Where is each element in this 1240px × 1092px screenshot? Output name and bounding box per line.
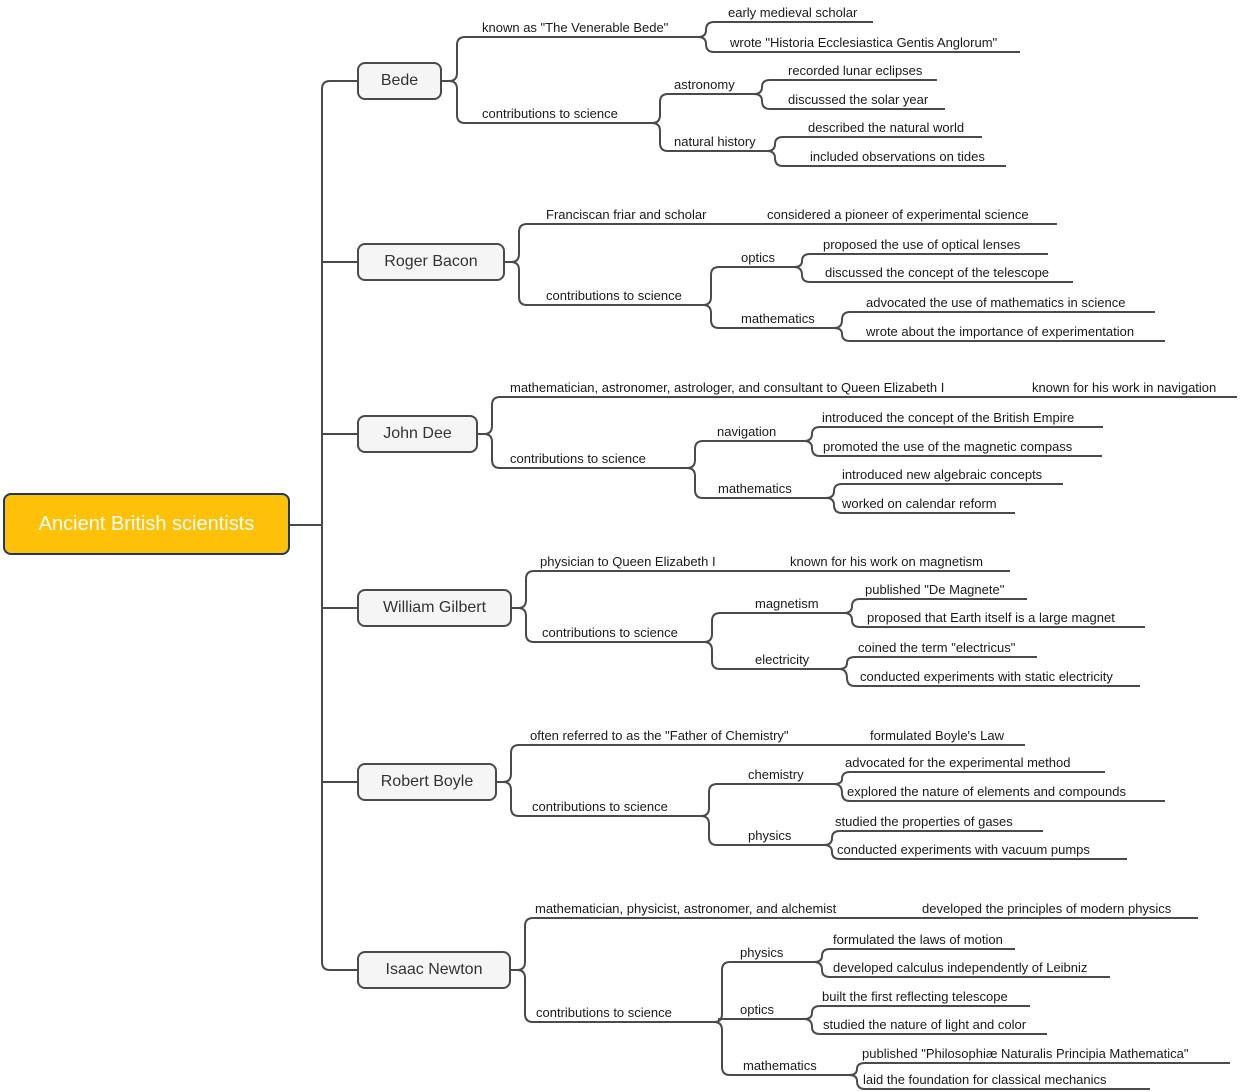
node-gilbert-electricity-item-0[interactable]: coined the term "electricus" bbox=[858, 640, 1016, 655]
node-bacon-note-0[interactable]: considered a pioneer of experimental science bbox=[767, 207, 1029, 222]
node-gilbert-contributions[interactable]: contributions to science bbox=[542, 625, 678, 640]
node-newton-category-physics[interactable]: physics bbox=[740, 945, 784, 960]
node-bede-category-astronomy[interactable]: astronomy bbox=[674, 77, 735, 92]
node-bede-natural-history-item-1[interactable]: included observations on tides bbox=[810, 149, 985, 164]
scientist-node-roger-bacon[interactable] bbox=[357, 243, 505, 281]
scientist-node-isaac-newton[interactable] bbox=[357, 951, 511, 989]
node-bede-astronomy-item-0[interactable]: recorded lunar eclipses bbox=[788, 63, 923, 78]
node-bede-note-1[interactable]: wrote "Historia Ecclesiastica Gentis Anglorum" bbox=[730, 35, 998, 50]
node-bacon-mathematics-item-0[interactable]: advocated the use of mathematics in science bbox=[866, 295, 1126, 310]
node-bacon-optics-item-0[interactable]: proposed the use of optical lenses bbox=[823, 237, 1021, 252]
node-bacon-contributions[interactable]: contributions to science bbox=[546, 288, 682, 303]
node-newton-optics-item-0[interactable]: built the first reflecting telescope bbox=[822, 989, 1008, 1004]
root-node[interactable] bbox=[3, 493, 290, 555]
node-dee-navigation-item-1[interactable]: promoted the use of the magnetic compass bbox=[823, 439, 1073, 454]
node-bede-natural-history-item-0[interactable]: described the natural world bbox=[808, 120, 965, 135]
scientist-node-william-gilbert[interactable] bbox=[357, 589, 512, 627]
node-gilbert-category-magnetism[interactable]: magnetism bbox=[755, 596, 819, 611]
node-dee-descriptor[interactable]: mathematician, astronomer, astrologer, and consultant to Queen Elizabeth I bbox=[510, 380, 945, 395]
node-bacon-descriptor[interactable]: Franciscan friar and scholar bbox=[546, 207, 707, 222]
scientist-node-john-dee[interactable] bbox=[357, 415, 478, 453]
node-newton-contributions[interactable]: contributions to science bbox=[536, 1005, 672, 1020]
node-bacon-category-optics[interactable]: optics bbox=[741, 250, 775, 265]
root-node-label: Ancient British scientists bbox=[38, 512, 255, 535]
node-newton-physics-item-0[interactable]: formulated the laws of motion bbox=[833, 932, 1003, 947]
node-bede-contributions[interactable]: contributions to science bbox=[482, 106, 618, 121]
node-gilbert-descriptor[interactable]: physician to Queen Elizabeth I bbox=[540, 554, 716, 569]
node-newton-physics-item-1[interactable]: developed calculus independently of Leibniz bbox=[833, 960, 1088, 975]
node-bede-category-natural-history[interactable]: natural history bbox=[674, 134, 756, 149]
scientist-node-label: Roger Bacon bbox=[384, 253, 478, 270]
node-newton-mathematics-item-0[interactable]: published "Philosophiæ Naturalis Principia Mathematica" bbox=[862, 1046, 1189, 1061]
scientist-node-label: William Gilbert bbox=[382, 599, 487, 616]
node-dee-category-mathematics[interactable]: mathematics bbox=[718, 481, 792, 496]
node-boyle-contributions[interactable]: contributions to science bbox=[532, 799, 668, 814]
node-gilbert-note-0[interactable]: known for his work on magnetism bbox=[790, 554, 983, 569]
scientist-node-bede[interactable] bbox=[357, 62, 442, 100]
node-boyle-note-0[interactable]: formulated Boyle's Law bbox=[870, 728, 1004, 743]
node-boyle-chemistry-item-1[interactable]: explored the nature of elements and compounds bbox=[847, 784, 1126, 799]
node-bacon-category-mathematics[interactable]: mathematics bbox=[741, 311, 815, 326]
node-gilbert-electricity-item-1[interactable]: conducted experiments with static electricity bbox=[860, 669, 1113, 684]
node-boyle-category-physics[interactable]: physics bbox=[748, 828, 792, 843]
node-boyle-physics-item-0[interactable]: studied the properties of gases bbox=[835, 814, 1013, 829]
node-bede-note-0[interactable]: early medieval scholar bbox=[728, 5, 858, 20]
node-newton-optics-item-1[interactable]: studied the nature of light and color bbox=[823, 1017, 1027, 1032]
node-dee-category-navigation[interactable]: navigation bbox=[717, 424, 777, 439]
scientist-node-robert-boyle[interactable] bbox=[357, 763, 497, 801]
node-dee-mathematics-item-0[interactable]: introduced new algebraic concepts bbox=[842, 467, 1043, 482]
node-dee-navigation-item-0[interactable]: introduced the concept of the British Empire bbox=[822, 410, 1075, 425]
node-boyle-category-chemistry[interactable]: chemistry bbox=[748, 767, 804, 782]
node-gilbert-magnetism-item-1[interactable]: proposed that Earth itself is a large magnet bbox=[867, 610, 1115, 625]
node-gilbert-magnetism-item-0[interactable]: published "De Magnete" bbox=[865, 582, 1005, 597]
node-dee-mathematics-item-1[interactable]: worked on calendar reform bbox=[842, 496, 997, 511]
scientist-node-label: Robert Boyle bbox=[380, 773, 474, 790]
scientist-node-label: Isaac Newton bbox=[385, 961, 483, 978]
node-bacon-mathematics-item-1[interactable]: wrote about the importance of experimentation bbox=[866, 324, 1135, 339]
node-boyle-physics-item-1[interactable]: conducted experiments with vacuum pumps bbox=[837, 842, 1090, 857]
node-newton-category-optics[interactable]: optics bbox=[740, 1002, 774, 1017]
node-gilbert-category-electricity[interactable]: electricity bbox=[755, 652, 810, 667]
node-dee-contributions[interactable]: contributions to science bbox=[510, 451, 646, 466]
node-newton-note-0[interactable]: developed the principles of modern physics bbox=[922, 901, 1172, 916]
scientist-node-label: John Dee bbox=[383, 425, 452, 442]
node-dee-note-0[interactable]: known for his work in navigation bbox=[1032, 380, 1217, 395]
node-bede-astronomy-item-1[interactable]: discussed the solar year bbox=[788, 92, 929, 107]
trunk-lines bbox=[290, 81, 357, 970]
node-newton-category-mathematics[interactable]: mathematics bbox=[743, 1058, 817, 1073]
node-boyle-descriptor[interactable]: often referred to as the "Father of Chemistry" bbox=[530, 728, 789, 743]
node-boyle-chemistry-item-0[interactable]: advocated for the experimental method bbox=[845, 755, 1071, 770]
node-newton-descriptor[interactable]: mathematician, physicist, astronomer, and alchemist bbox=[535, 901, 837, 916]
node-bede-descriptor[interactable]: known as "The Venerable Bede" bbox=[482, 20, 669, 35]
scientist-node-label: Bede bbox=[380, 72, 419, 89]
node-bacon-optics-item-1[interactable]: discussed the concept of the telescope bbox=[825, 265, 1050, 280]
node-newton-mathematics-item-1[interactable]: laid the foundation for classical mechanics bbox=[863, 1072, 1107, 1087]
